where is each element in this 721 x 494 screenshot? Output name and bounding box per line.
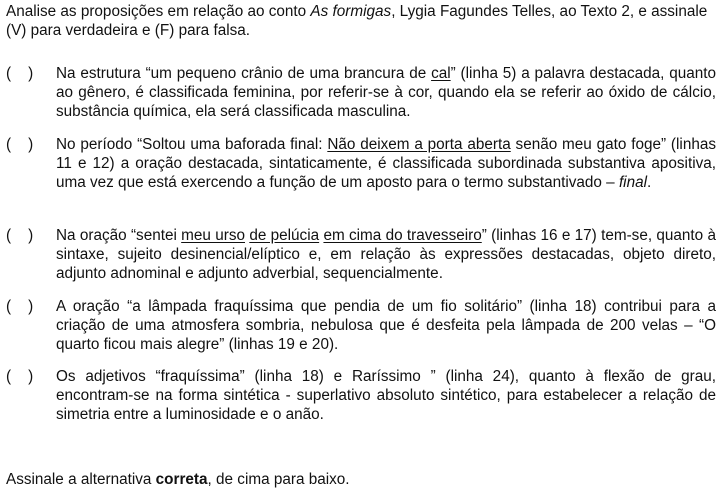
proposition-2: [6, 135, 716, 192]
answer-blank[interactable]: ( ): [6, 368, 34, 385]
proposition-5: [6, 367, 716, 424]
intro-work-title: As formigas: [310, 3, 392, 20]
intro-text-end: , Lygia Fagundes Telles, ao Texto 2, e assinale (V) para verdadeira e (F) para falsa.: [6, 3, 708, 39]
answer-blank[interactable]: ( ): [6, 227, 34, 244]
question-instruction: Assinale a alternativa correta, de cima para baixo.: [6, 471, 350, 488]
intro-text: Analise as proposições em relação ao conto: [6, 3, 311, 20]
proposition-3: [6, 226, 716, 283]
proposition-text: Na estrutura “um pequeno crânio de uma brancura de cal” (linha 5) a palavra destacada, quanto ao gênero, é classificada feminina, por referir-se à cor, quando ela se referir ao óxido de cálcio, substância química, ela será classificada masculina.: [56, 65, 717, 120]
proposition-1: [6, 64, 716, 121]
answer-blank[interactable]: ( ): [6, 298, 34, 315]
emphasis-correct: correta: [155, 471, 208, 488]
answer-blank[interactable]: ( ): [6, 136, 34, 153]
proposition-text: Na oração “sentei meu urso de pelúcia em cima do travesseiro” (linhas 16 e 17) tem-se, quanto à sintaxe, sujeito desinencial/elíptico e, em relação às expressões destacadas, objeto direto, adjunto adnominal e adjunto adverbial, sequencialmente.: [56, 227, 716, 282]
highlighted-term: cal: [431, 65, 451, 82]
highlighted-term: em cima do travesseiro: [323, 227, 482, 244]
highlighted-term: Não deixem a porta aberta: [327, 136, 511, 153]
proposition-4: [6, 297, 716, 354]
italic-term: final: [618, 174, 647, 191]
question-intro: [6, 2, 716, 40]
highlighted-term: meu urso: [181, 227, 245, 244]
proposition-text: No período “Soltou uma baforada final: Não deixem a porta aberta senão meu gato foge” (linhas 11 e 12) a oração destacada, sintaticamente, é classificada subordinada substantiva apositiva, uma vez que está exercendo a função de um aposto para o termo substantivado – final.: [56, 136, 716, 191]
proposition-text: Os adjetivos “fraquíssima” (linha 18) e Raríssimo ” (linha 24), quanto à flexão de grau, encontram-se na forma sintética - superlativo absoluto sintético, para estabelecer a relação de simetria entre a luminosidade e o anão.: [56, 368, 716, 423]
highlighted-term: de pelúcia: [249, 227, 320, 244]
proposition-text: A oração “a lâmpada fraquíssima que pendia de um fio solitário” (linha 18) contribui para a criação de uma atmosfera sombria, nebulosa que é desfeita pela lâmpada de 200 velas – “O quarto ficou mais alegre” (linhas 19 e 20).: [56, 298, 716, 353]
answer-blank[interactable]: ( ): [6, 65, 34, 82]
